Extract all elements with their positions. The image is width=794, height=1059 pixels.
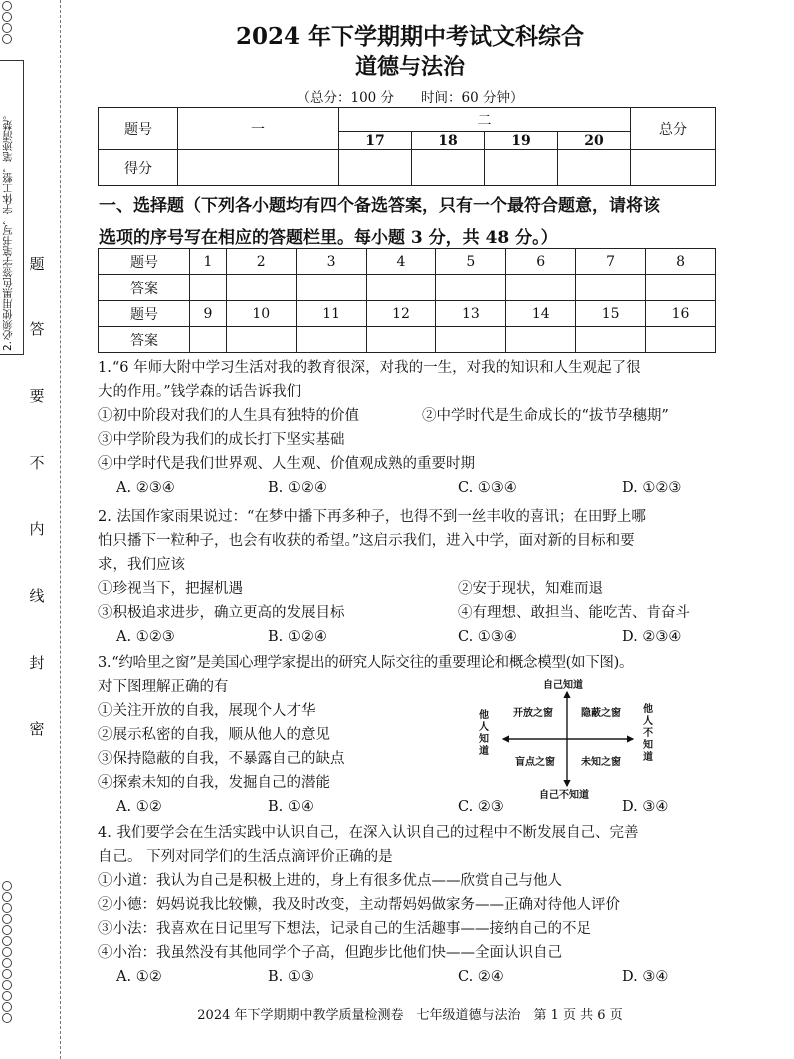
q1-option-d[interactable]: D. ①②③ xyxy=(622,480,682,496)
q4-option-c[interactable]: C. ②④ xyxy=(458,969,504,985)
q3-option-a[interactable]: A. ①② xyxy=(116,799,162,815)
seal-char: 线 xyxy=(29,587,45,605)
q1-statement: ②中学时代是生命成长的“拔节孕穗期” xyxy=(422,408,669,424)
answer-cell[interactable] xyxy=(576,327,646,353)
score-table-sub: 18 xyxy=(412,132,485,150)
score-table-total: 总分 xyxy=(631,108,716,150)
score-cell[interactable] xyxy=(485,150,558,186)
johari-left-label: 他人知道 xyxy=(479,710,489,757)
seal-char: 密 xyxy=(29,720,45,738)
q2-statement: ③积极追求进步，确立更高的发展目标 xyxy=(98,605,345,621)
q4-option-b[interactable]: B. ①③ xyxy=(268,969,314,985)
question-2 xyxy=(98,505,720,649)
q4-option-d[interactable]: D. ③④ xyxy=(622,969,669,985)
q1-option-c[interactable]: C. ①③④ xyxy=(458,480,517,496)
q4-stem-line: 4. 我们要学会在生活实践中认识自己，在深入认识自己的过程中不断发展自己、完善 xyxy=(98,825,639,841)
q1-option-b[interactable]: B. ①②④ xyxy=(268,480,327,496)
q3-option-d[interactable]: D. ③④ xyxy=(622,799,669,815)
q4-options xyxy=(98,965,720,989)
answer-cell[interactable] xyxy=(436,327,506,353)
answer-num: 6 xyxy=(506,249,576,275)
answer-cell[interactable] xyxy=(576,275,646,301)
subject-title: 道德与法治 xyxy=(354,54,465,80)
section-heading-line2: 选项的序号写在相应的答题栏里。每小题 3 分，共 48 分。） xyxy=(99,228,558,248)
q1-stem-line: 大的作用。”钱学森的话告诉我们 xyxy=(98,384,302,400)
q2-option-c[interactable]: C. ①③④ xyxy=(458,629,517,645)
q1-option-a[interactable]: A. ②③④ xyxy=(116,480,175,496)
johari-right-label: 他人不知道 xyxy=(643,704,653,763)
answer-cell[interactable] xyxy=(296,275,366,301)
answer-cell[interactable] xyxy=(646,275,716,301)
score-table-sub: 17 xyxy=(339,132,412,150)
binding-notice: 2.必须使用黑色签字笔书写，字体工整，笔迹清楚。 xyxy=(2,109,14,351)
answer-cell[interactable] xyxy=(646,327,716,353)
score-table-part2: 二 xyxy=(339,108,631,132)
johari-window-diagram xyxy=(465,676,670,801)
q2-statement: ④有理想、敢担当、能吃苦、肯奋斗 xyxy=(458,605,690,621)
score-cell[interactable] xyxy=(412,150,485,186)
q1-statements-row xyxy=(98,404,720,428)
score-table-label-score: 得分 xyxy=(99,150,178,186)
q4-stem-line: 自己。 下列对同学们的生活点滴评价正确的是 xyxy=(98,849,393,865)
answer-num: 3 xyxy=(296,249,366,275)
seal-char: 要 xyxy=(29,387,45,405)
answer-num: 7 xyxy=(576,249,646,275)
answer-cell[interactable] xyxy=(226,275,296,301)
section-heading xyxy=(99,190,719,254)
q1-stem-line: 1.“6 年师大附中学习生活对我的教育很深，对我的一生，对我的知识和人生观起了很 xyxy=(98,360,641,376)
question-4 xyxy=(98,821,720,989)
johari-blind-window: 盲点之窗 xyxy=(515,757,555,768)
q2-statements-row xyxy=(98,577,720,601)
score-table-sub: 19 xyxy=(485,132,558,150)
answer-num: 1 xyxy=(190,249,227,275)
q1-statement: ①初中阶段对我们的人生具有独特的价值 xyxy=(98,408,359,424)
q4-statement: ②小德：妈妈说我比较懒，我及时改变，主动帮妈妈做家务——正确对待他人评价 xyxy=(98,897,620,913)
answer-num: 12 xyxy=(366,301,436,327)
score-cell[interactable] xyxy=(631,150,716,186)
answer-table-num-label: 题号 xyxy=(99,301,190,327)
score-table-label-num: 题号 xyxy=(99,108,178,150)
q3-statement: ②展示私密的自我，顺从他人的意见 xyxy=(98,727,330,743)
answer-cell[interactable] xyxy=(226,327,296,353)
johari-axes xyxy=(465,676,670,801)
binding-holes-bottom xyxy=(2,880,16,1024)
answer-cell[interactable] xyxy=(296,327,366,353)
answer-table-ans-label: 答案 xyxy=(99,275,190,301)
page-footer: 2024 年下学期期中教学质量检测卷 七年级道德与法治 第 1 页 共 6 页 xyxy=(197,1008,623,1023)
q2-statement: ②安于现状，知难而退 xyxy=(458,581,603,597)
q2-option-b[interactable]: B. ①②④ xyxy=(268,629,327,645)
score-cell[interactable] xyxy=(178,150,339,186)
q2-stem-line: 怕只播下一粒种子，也会有收获的希望。”这启示我们，进入中学，面对新的目标和要 xyxy=(98,533,635,549)
score-cell[interactable] xyxy=(339,150,412,186)
seal-char: 答 xyxy=(29,320,45,338)
answer-num: 4 xyxy=(366,249,436,275)
score-table-part1: 一 xyxy=(178,108,339,150)
johari-unknown-window: 未知之窗 xyxy=(581,757,621,768)
score-cell[interactable] xyxy=(558,150,631,186)
answer-cell[interactable] xyxy=(190,275,227,301)
section-heading-line1: 一、选择题（下列各小题均有四个备选答案，只有一个最符合题意，请将该 xyxy=(99,196,660,216)
q3-option-c[interactable]: C. ②③ xyxy=(458,799,504,815)
answer-num: 16 xyxy=(646,301,716,327)
johari-bottom-label: 自己不知道 xyxy=(539,790,589,801)
answer-num: 10 xyxy=(226,301,296,327)
score-table xyxy=(98,107,716,186)
johari-hidden-window: 隐蔽之窗 xyxy=(581,708,621,719)
exam-title: 2024 年下学期期中考试文科综合 xyxy=(235,23,585,50)
answer-cell[interactable] xyxy=(366,275,436,301)
answer-num: 15 xyxy=(576,301,646,327)
answer-num: 5 xyxy=(436,249,506,275)
q2-stem-line: 2. 法国作家雨果说过：“在梦中播下再多种子，也得不到一丝丰收的喜讯；在田野上哪 xyxy=(98,509,646,525)
exam-meta: （总分：100 分 时间：60 分钟） xyxy=(296,90,524,106)
q1-options xyxy=(98,476,720,500)
answer-cell[interactable] xyxy=(366,327,436,353)
answer-cell[interactable] xyxy=(436,275,506,301)
q3-stem-line: 对下图理解正确的有 xyxy=(98,679,229,695)
q1-statement: ④中学时代是我们世界观、人生观、价值观成熟的重要时期 xyxy=(98,456,475,472)
answer-num: 2 xyxy=(226,249,296,275)
binding-holes-top xyxy=(2,0,16,45)
q4-statement: ③小法：我喜欢在日记里写下想法，记录自己的生活趣事——接纳自己的不足 xyxy=(98,921,591,937)
q3-statement: ③保持隐蔽的自我，不暴露自己的缺点 xyxy=(98,751,345,767)
q3-statement: ①关注开放的自我，展现个人才华 xyxy=(98,703,316,719)
q3-option-b[interactable]: B. ①④ xyxy=(268,799,314,815)
q2-option-a[interactable]: A. ①②③ xyxy=(116,629,175,645)
seal-char: 内 xyxy=(29,520,45,538)
johari-open-window: 开放之窗 xyxy=(513,708,553,719)
answer-cell[interactable] xyxy=(506,327,576,353)
q2-stem-line: 求，我们应该 xyxy=(98,557,185,573)
q4-statement: ①小道：我认为自己是积极上进的，身上有很多优点——欣赏自己与他人 xyxy=(98,873,562,889)
q2-options xyxy=(98,625,720,649)
question-1 xyxy=(98,356,720,500)
score-table-sub: 20 xyxy=(558,132,631,150)
johari-top-label: 自己知道 xyxy=(543,680,583,691)
answer-table-ans-label: 答案 xyxy=(99,327,190,353)
q3-statement: ④探索未知的自我，发掘自己的潜能 xyxy=(98,775,330,791)
answer-table-num-label: 题号 xyxy=(99,249,190,275)
answer-num: 14 xyxy=(506,301,576,327)
q2-statements-row xyxy=(98,601,720,625)
answer-cell[interactable] xyxy=(506,275,576,301)
q4-statement: ④小治：我虽然没有其他同学个子高，但跑步比他们快——全面认识自己 xyxy=(98,945,562,961)
binding-margin xyxy=(0,0,62,1059)
answer-cell[interactable] xyxy=(190,327,227,353)
q4-option-a[interactable]: A. ①② xyxy=(116,969,162,985)
seal-char: 题 xyxy=(29,255,45,273)
seal-char: 封 xyxy=(29,654,45,672)
answer-num: 8 xyxy=(646,249,716,275)
answer-num: 13 xyxy=(436,301,506,327)
answer-table xyxy=(98,248,716,353)
q2-option-d[interactable]: D. ②③④ xyxy=(622,629,682,645)
q2-statement: ①珍视当下，把握机遇 xyxy=(98,581,243,597)
seal-char: 不 xyxy=(29,454,45,472)
answer-num: 9 xyxy=(190,301,227,327)
seal-line xyxy=(60,0,62,1059)
q1-statement: ③中学阶段为我们的成长打下坚实基础 xyxy=(98,432,345,448)
q3-stem-line: 3.“约哈里之窗”是美国心理学家提出的研究人际交往的重要理论和概念模型(如下图)。 xyxy=(98,655,634,671)
answer-num: 11 xyxy=(296,301,366,327)
